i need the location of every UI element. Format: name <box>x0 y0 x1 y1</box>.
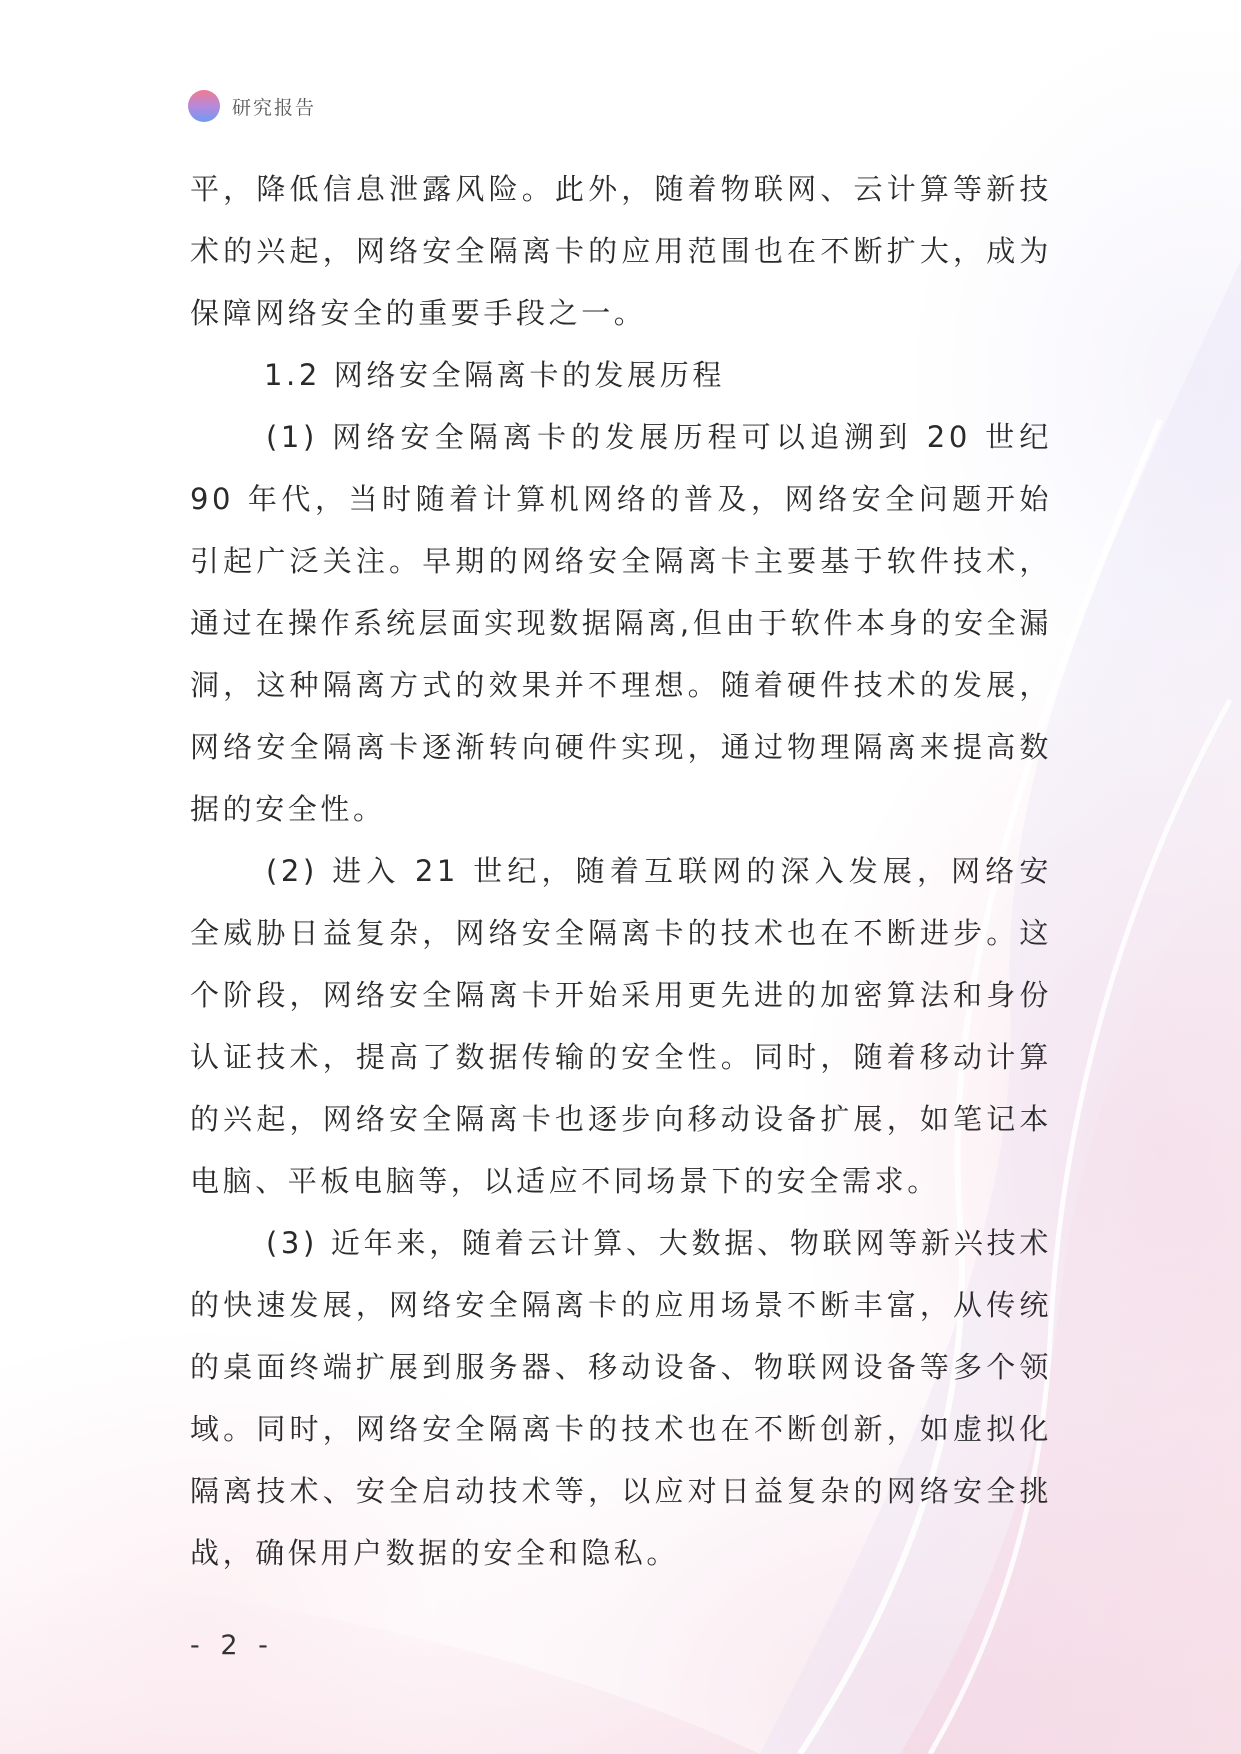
paragraph-2: (2) 进入 21 世纪，随着互联网的深入发展，网络安全威胁日益复杂，网络安全隔离卡的技术也在不断进步。这个阶段，网络安全隔离卡开始采用更先进的加密算法和身份认证技术，提高了数据传输的安全性。同时，随着移动计算的兴起，网络安全隔离卡也逐步向移动设备扩展，如笔记本电脑、平板电脑等，以适应不同场景下的安全需求。 <box>190 854 1052 1198</box>
logo-circle-icon <box>188 90 220 122</box>
section-heading: 1.2 网络安全隔离卡的发展历程 <box>264 358 725 392</box>
page-number: - 2 - <box>190 1630 274 1661</box>
report-header <box>188 90 316 122</box>
header-title: 研究报告 <box>232 96 317 119</box>
paragraph-3: (3) 近年来，随着云计算、大数据、物联网等新兴技术的快速发展，网络安全隔离卡的应用场景不断丰富，从传统的桌面终端扩展到服务器、移动设备、物联网设备等多个领域。同时，网络安全隔离卡的技术也在不断创新，如虚拟化隔离技术、安全启动技术等，以应对日益复杂的网络安全挑战，确保用户数据的安全和隐私。 <box>190 1226 1052 1570</box>
paragraph-1: (1) 网络安全隔离卡的发展历程可以追溯到 20 世纪 90 年代，当时随着计算机网络的普及，网络安全问题开始引起广泛关注。早期的网络安全隔离卡主要基于软件技术，通过在操作系统层面实现数据隔离,但由于软件本身的安全漏洞，这种隔离方式的效果并不理想。随着硬件技术的发展，网络安全隔离卡逐渐转向硬件实现，通过物理隔离来提高数据的安全性。 <box>190 420 1052 826</box>
document-body <box>190 158 1052 1584</box>
continuation-paragraph: 平，降低信息泄露风险。此外，随着物联网、云计算等新技术的兴起，网络安全隔离卡的应用范围也在不断扩大，成为保障网络安全的重要手段之一。 <box>190 172 1052 330</box>
